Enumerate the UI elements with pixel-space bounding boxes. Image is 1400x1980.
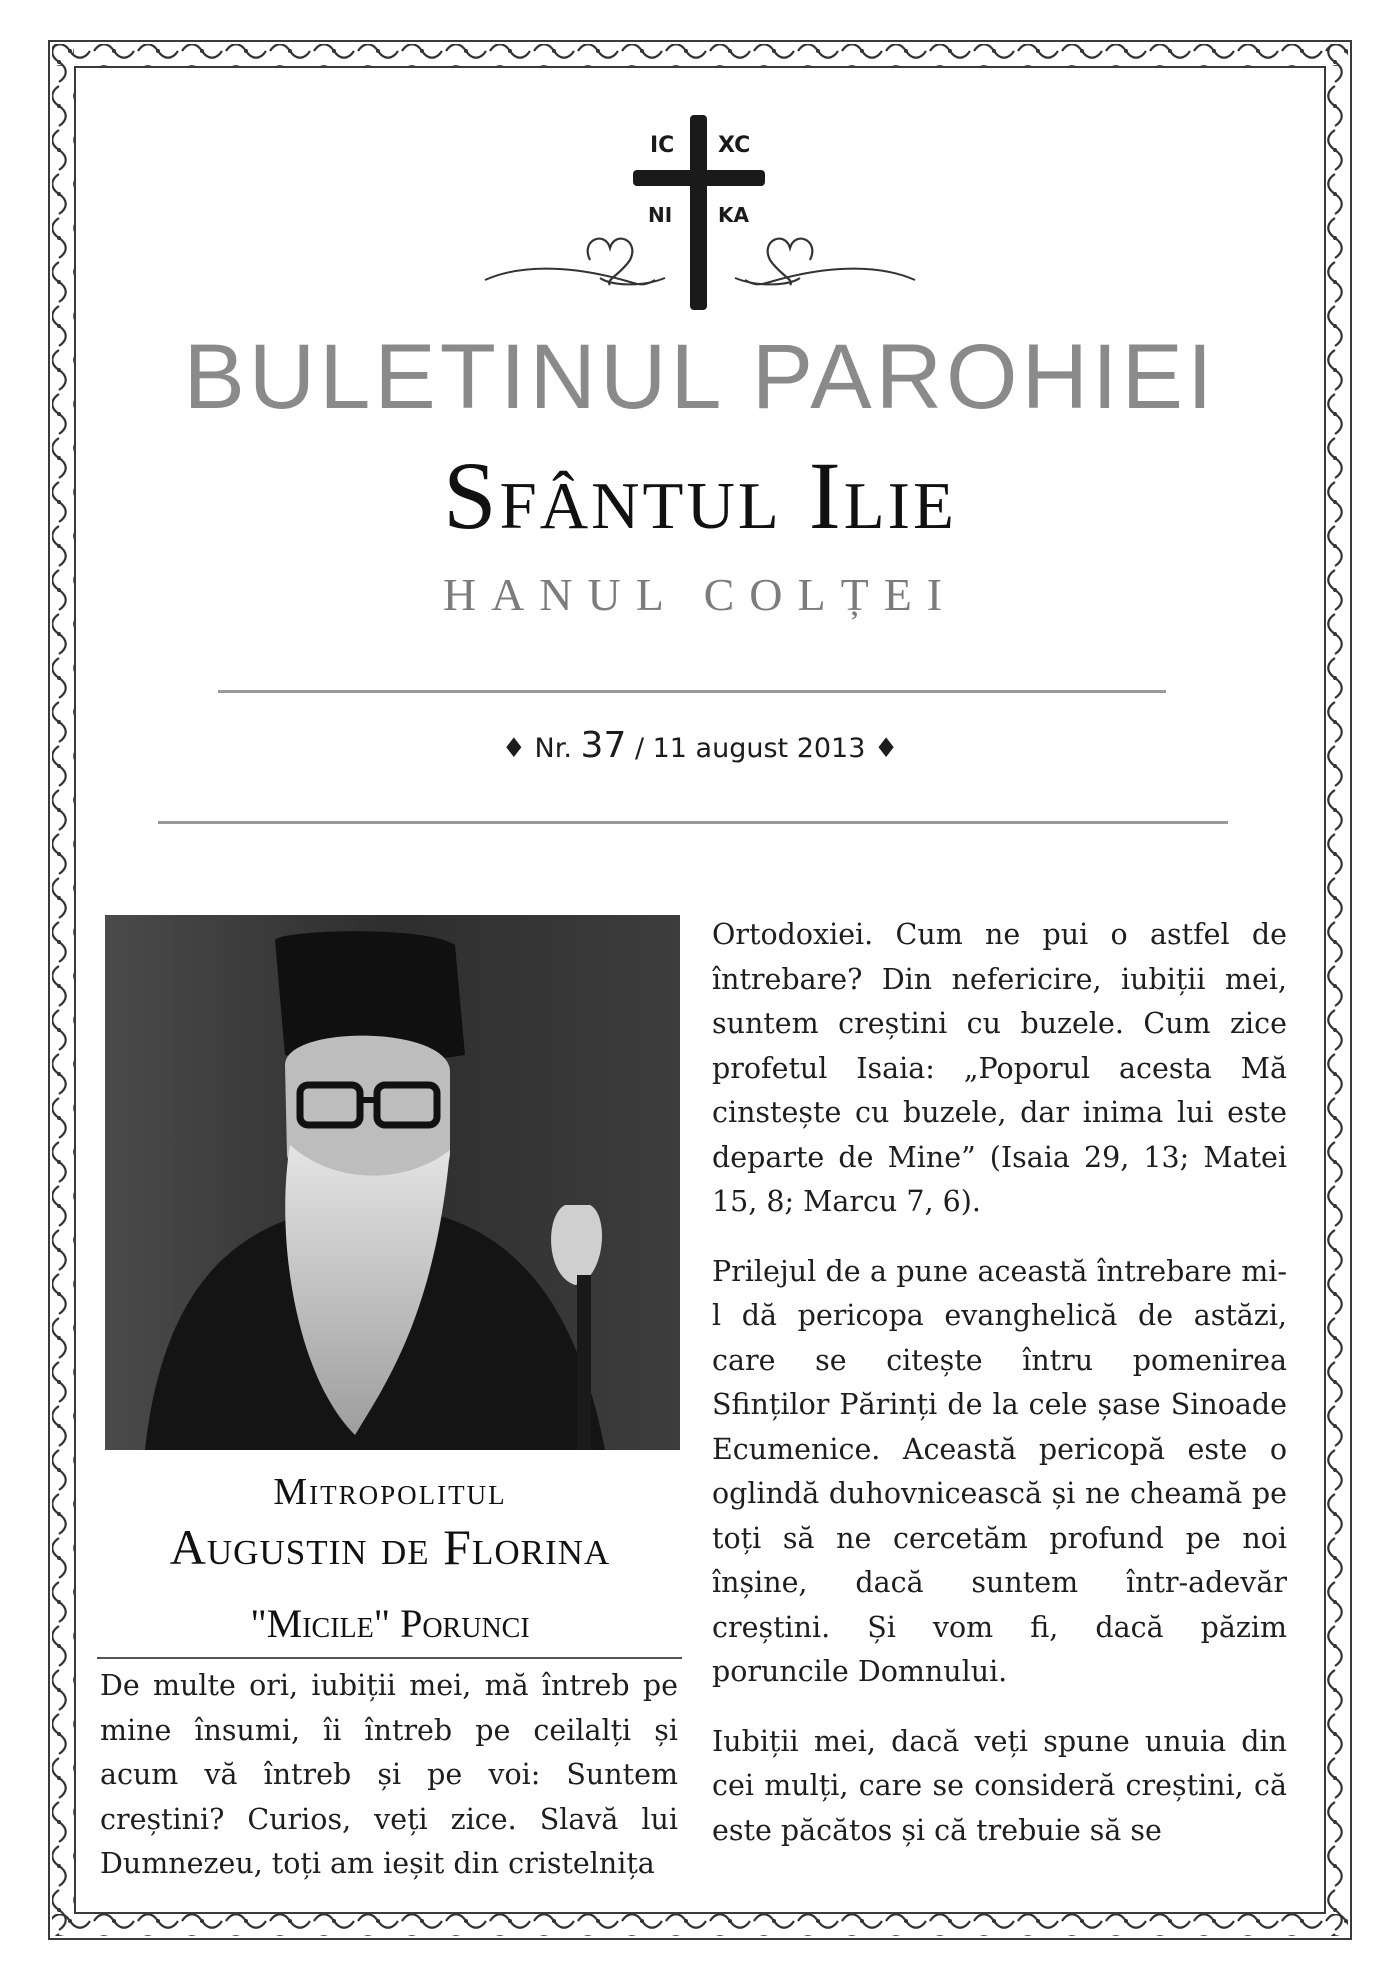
emblem-ni: NI	[648, 203, 673, 227]
article-paragraph: Prilejul de a pune această întrebare mi-l dă pericopa evanghelică de astăzi, care se citește întru pomenirea Sfinților Părinți de la cele șase Sinoade Ecumenice. Această pericopă este o oglindă duhovnicească și ne cheamă pe toți să ne cercetăm profund pe noi înșine, dacă suntem într-adevăr creștini. Și vom fi, dacă păzim poruncile Domnului.	[712, 1254, 1287, 1688]
header-rule-top	[218, 690, 1166, 693]
emblem-xc: XC	[718, 133, 751, 158]
issue-number: 37	[580, 725, 627, 766]
header-rule-bottom	[158, 821, 1228, 824]
article-title-rule	[97, 1657, 682, 1659]
emblem-ka: KA	[718, 203, 749, 227]
cross-emblem-icon	[480, 110, 920, 320]
article-column-left	[100, 1664, 678, 1912]
article-paragraph: Iubiții mei, dacă veți spune unuia din cei mulți, care se consideră creștini, că este păcătos și că trebuie să se	[712, 1724, 1287, 1847]
parish-location: HANUL COLȚEI	[442, 569, 958, 620]
parish-name: Sfântul Ilie	[443, 442, 957, 549]
article-paragraph: De multe ori, iubiții mei, mă întreb pe mine însumi, îi întreb pe ceilalți și acum vă întreb și pe voi: Suntem creștini? Curios, veți zice. Slavă lui Dumnezeu, toți am ieșit din cristelnița	[100, 1669, 678, 1880]
emblem-ic: IC	[650, 133, 675, 158]
article-title: "Micile" Porunci	[250, 1601, 530, 1646]
bulletin-title: BULETINUL PAROHIEI	[183, 326, 1217, 428]
issue-prefix: ♦ Nr.	[501, 733, 581, 764]
author-prefix: Mitropolitul	[273, 1471, 507, 1513]
article-paragraph: Ortodoxiei. Cum ne pui o astfel de întrebare? Din nefericire, iubiții mei, suntem creștini cu buzele. Cum zice profetul Isaia: „Poporul acesta Mă cinstește cu buzele, dar inima lui este departe de Mine” (Isaia 29, 13; Matei 15, 8; Marcu 7, 6).	[712, 918, 1287, 1218]
author-name: Augustin de Florina	[169, 1519, 611, 1575]
article-column-right	[712, 913, 1287, 1878]
issue-line	[0, 725, 1400, 766]
author-portrait-photo	[105, 915, 680, 1450]
issue-date: / 11 august 2013 ♦	[626, 733, 899, 764]
